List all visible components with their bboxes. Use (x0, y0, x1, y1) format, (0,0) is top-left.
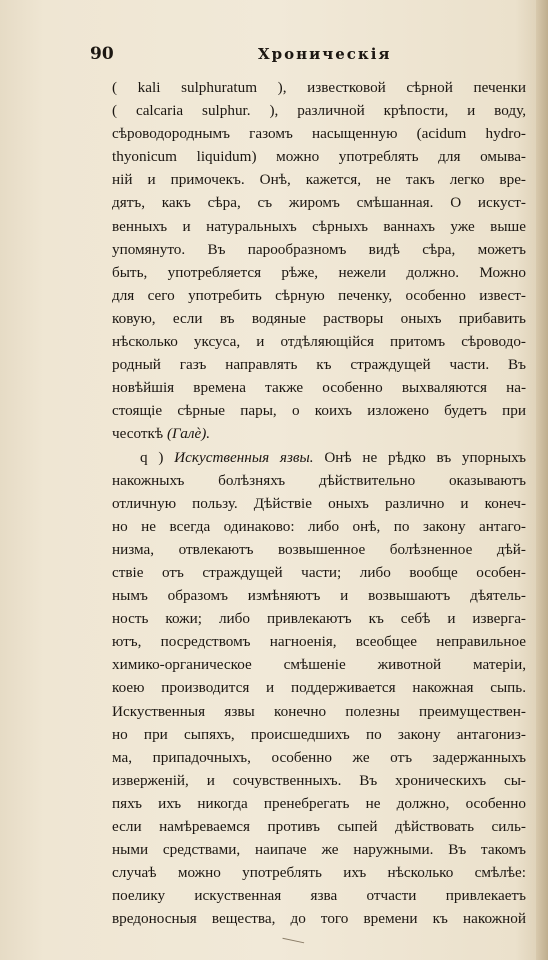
text-line: поелику искуственная язва отчасти привлекаетъ (112, 887, 526, 905)
text-line: ность кожи; либо привлекаютъ къ себѣ и изверга- (112, 610, 526, 628)
text-line: быть, употребляется рѣже, нежели должно. Можно (112, 263, 526, 281)
author-citation: (Галè). (166, 425, 211, 443)
text-line: вредоносныя вещества, до того времени къ накожной (112, 910, 526, 928)
text-line: но при сыпяхъ, происшедшихъ по закону антагониз- (112, 725, 526, 743)
text-line: ными средствами, наипаче же наружными. Въ такомъ (112, 841, 526, 859)
text-line: для сего употребить сѣрную печенку, особенно извест- (112, 286, 526, 304)
text-line: thyonicum liquidum) можно употреблять для омыва- (112, 148, 526, 166)
text-fragment: Онѣ не рѣдко въ упорныхъ (324, 448, 527, 466)
section-heading-line (112, 446, 526, 469)
text-line: химико-органическое смѣшенiе животной матерiи, (112, 656, 526, 674)
text-fragment: чесоткѣ (112, 425, 164, 443)
text-line: стоящiе сѣрные пары, о коихъ изложено будетъ при (112, 402, 526, 420)
text-line: изверженiй, и сочувственныхъ. Въ хроническихъ сы- (112, 771, 526, 789)
body-text (112, 76, 526, 930)
section-marker: q ) (140, 448, 164, 466)
page-number: 90 (90, 44, 114, 64)
text-line: коею производится и поддерживается накожная сыпь. (112, 679, 526, 697)
text-line: если намѣреваемся противъ сыпей дѣйствовать силь- (112, 818, 526, 835)
text-line: низма, отвлекаютъ возвышенное болѣзненное дѣй- (112, 540, 526, 558)
page-edge (536, 0, 548, 960)
text-line: пяхъ ихъ никогда пренебрегать не должно, особенно (112, 794, 526, 812)
text-line: нымъ образомъ измѣняютъ и возвышаютъ дѣятель- (112, 587, 526, 605)
text-line: отличную пользу. Дѣйствiе оныхъ различно и конеч- (112, 494, 526, 512)
text-line: накожныхъ болѣзняхъ дѣйствительно оказываютъ (112, 471, 526, 489)
text-line: упомянуто. Въ парообразномъ видѣ сѣра, можетъ (112, 240, 526, 258)
text-line: ( kali sulphuratum ), известковой сѣрной печенки (112, 79, 526, 96)
text-line: нiй и примочекъ. Онѣ, кажется, не такъ легко вре- (112, 171, 526, 189)
section-heading: Искуственныя язвы. (174, 448, 314, 466)
text-line: ма, припадочныхъ, особенно же отъ задержанныхъ (112, 748, 526, 766)
text-line: нѣсколько уксуса, и отдѣляющiйся притомъ сѣроводо- (112, 333, 526, 351)
text-line: ютъ, посредствомъ нагноенiя, всеобщее неправильное (112, 633, 526, 651)
text-line: но не всегда одинаково: либо онѣ, по закону антаго- (112, 517, 526, 535)
text-line: венныхъ и натуральныхъ сѣрныхъ ваннахъ уже выше (112, 217, 526, 235)
text-line: дятъ, какъ сѣра, съ жиромъ смѣшанная. О искуст- (112, 194, 526, 212)
page-mark (282, 938, 304, 946)
text-line: родный газъ направлять къ страждущей части. Въ (112, 356, 526, 374)
text-line: ковую, если въ водяные растворы оныхъ прибавить (112, 309, 526, 327)
text-line: случаѣ можно употреблять ихъ нѣсколько смѣлѣе: (112, 864, 526, 882)
text-line: новѣйшiя времена также особенно выхваляются на- (112, 379, 526, 397)
text-line: ( calcaria sulphur. ), различной крѣпости, и воду, (112, 102, 526, 120)
text-line: Искуственныя язвы конечно полезны преимуществен- (112, 702, 526, 720)
text-line (112, 422, 526, 445)
text-line: ствiе отъ страждущей части; либо вообще особен- (112, 563, 526, 581)
running-head: Хроническiя (258, 45, 392, 63)
text-line: сѣроводороднымъ газомъ насыщенную (acidum hydro- (112, 125, 526, 143)
page-header (90, 44, 510, 68)
